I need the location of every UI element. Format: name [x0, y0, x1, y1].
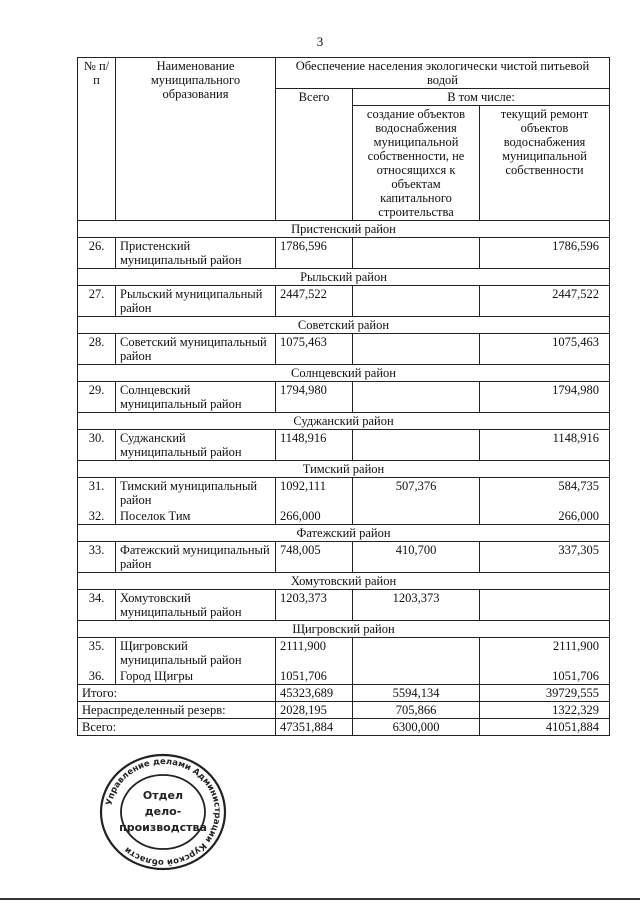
office-stamp [98, 752, 228, 872]
row-repair-value: 584,735 [558, 479, 599, 493]
table-row [78, 334, 610, 365]
row-repair-value: 266,000 [558, 509, 599, 523]
row-creation [353, 382, 480, 413]
row-creation [353, 542, 480, 573]
row-repair-value: 337,305 [558, 543, 599, 557]
table-row [78, 638, 610, 685]
row-number [78, 382, 116, 413]
row-number [78, 542, 116, 573]
row-name [116, 238, 276, 269]
section-title: Тимский район [78, 461, 610, 478]
row-total-value: 266,000 [280, 509, 321, 523]
table-row [78, 286, 610, 317]
row-total [276, 590, 353, 621]
row-number [78, 238, 116, 269]
row-creation-value [357, 383, 475, 397]
row-name [116, 334, 276, 365]
row-repair [480, 286, 610, 317]
row-total [276, 430, 353, 461]
row-total [276, 542, 353, 573]
row-total-value: 2447,522 [280, 287, 327, 301]
row-repair-value: 1075,463 [552, 335, 599, 349]
row-creation [353, 238, 480, 269]
row-creation [353, 430, 480, 461]
row-total-value: 1203,373 [280, 591, 327, 605]
row-total-value: 1786,596 [280, 239, 327, 253]
row-creation-value [357, 239, 475, 253]
header-repair: текущий ремонт объектов водоснабжения муниципальной собственности [480, 106, 610, 221]
stamp-line-2: дело- [144, 805, 182, 818]
summary-repair: 41051,884 [480, 719, 610, 736]
row-number-value: 33. [88, 543, 105, 557]
summary-row [78, 685, 610, 702]
section-row [78, 525, 610, 542]
row-repair-value: 1794,980 [552, 383, 599, 397]
document-table [77, 57, 610, 736]
row-creation-value [357, 669, 475, 683]
header-total: Всего [276, 89, 353, 221]
row-number-value: 32. [88, 509, 105, 523]
section-title: Хомутовский район [78, 573, 610, 590]
row-total-value: 1075,463 [280, 335, 327, 349]
section-row [78, 621, 610, 638]
section-title: Пристенский район [78, 221, 610, 238]
section-row [78, 269, 610, 286]
row-number-value: 31. [88, 479, 105, 493]
row-total-value: 1051,706 [280, 669, 327, 683]
summary-total: 45323,689 [276, 685, 353, 702]
row-name-value: Город Щигры [120, 669, 194, 683]
row-number [78, 286, 116, 317]
row-number-value: 36. [88, 669, 105, 683]
row-name [116, 382, 276, 413]
row-creation-value: 1203,373 [392, 591, 440, 605]
row-creation-value [357, 639, 475, 669]
row-number-value: 28. [88, 335, 105, 349]
row-name-value: Щигровский муниципальный район [120, 639, 242, 667]
header-creation: создание объектов водоснабжения муниципальной собственности, не относящихся к объектам капитального строительства [353, 106, 480, 221]
summary-repair: 39729,555 [480, 685, 610, 702]
row-total-value: 1092,111 [280, 479, 326, 493]
row-total [276, 286, 353, 317]
row-number-value: 26. [88, 239, 105, 253]
row-creation [353, 638, 480, 685]
row-creation-value [357, 335, 475, 349]
row-creation [353, 334, 480, 365]
row-creation-value [357, 431, 475, 445]
row-name-value: Тимский муниципальный район [120, 479, 258, 507]
row-repair-value [484, 591, 599, 605]
row-creation-value: 507,376 [395, 479, 437, 493]
row-number [78, 478, 116, 525]
table-row [78, 590, 610, 621]
row-repair [480, 382, 610, 413]
row-number-value: 34. [88, 591, 105, 605]
row-repair-value: 1051,706 [552, 669, 599, 683]
section-row [78, 317, 610, 334]
section-row [78, 413, 610, 430]
stamp-line-3: производства [119, 821, 207, 834]
table-row [78, 542, 610, 573]
table-header-row [78, 58, 610, 89]
section-row [78, 221, 610, 238]
table-row [78, 238, 610, 269]
stamp-ring-text: Управление делами Администрации Курской области [104, 756, 223, 868]
row-name [116, 430, 276, 461]
table-row [78, 478, 610, 525]
row-name [116, 590, 276, 621]
row-repair [480, 430, 610, 461]
page-number: 3 [316, 34, 324, 49]
row-name [116, 542, 276, 573]
row-number-value: 35. [88, 639, 105, 653]
summary-creation: 6300,000 [353, 719, 480, 736]
row-total [276, 638, 353, 685]
row-name [116, 638, 276, 685]
header-including: В том числе: [353, 89, 610, 106]
table-row [78, 430, 610, 461]
row-name-value: Суджанский муниципальный район [120, 431, 242, 459]
row-number [78, 590, 116, 621]
row-total-value: 1794,980 [280, 383, 327, 397]
section-row [78, 573, 610, 590]
row-name-value: Хомутовский муниципальный район [120, 591, 242, 619]
row-name-value: Солнцевский муниципальный район [120, 383, 242, 411]
row-total [276, 478, 353, 525]
summary-creation: 5594,134 [353, 685, 480, 702]
row-repair [480, 590, 610, 621]
row-repair [480, 638, 610, 685]
row-name-value: Фатежский муниципальный район [120, 543, 270, 571]
summary-repair: 1322,329 [480, 702, 610, 719]
row-number-value: 29. [88, 383, 105, 397]
row-repair [480, 478, 610, 525]
summary-total: 47351,884 [276, 719, 353, 736]
row-creation [353, 478, 480, 525]
row-creation [353, 286, 480, 317]
header-num: № п/п [78, 58, 116, 221]
row-repair-value: 2111,900 [553, 639, 599, 653]
row-total-value: 2111,900 [280, 639, 326, 653]
row-number-value: 30. [88, 431, 105, 445]
section-title: Рыльский район [78, 269, 610, 286]
row-repair-value: 2447,522 [552, 287, 599, 301]
row-creation-value: 410,700 [395, 543, 437, 557]
summary-row [78, 702, 610, 719]
summary-label: Нераспределенный резерв: [78, 702, 276, 719]
summary-row [78, 719, 610, 736]
summary-total: 2028,195 [276, 702, 353, 719]
row-repair-value: 1148,916 [552, 431, 599, 445]
section-title: Суджанский район [78, 413, 610, 430]
row-creation [353, 590, 480, 621]
summary-label: Всего: [78, 719, 276, 736]
row-number [78, 430, 116, 461]
row-creation-value [357, 509, 475, 523]
row-total [276, 238, 353, 269]
section-row [78, 461, 610, 478]
row-name-value: Рыльский муниципальный район [120, 287, 263, 315]
header-group: Обеспечение населения экологически чистой питьевой водой [276, 58, 610, 89]
row-repair [480, 542, 610, 573]
page-bottom-rule [0, 898, 640, 900]
section-title: Солнцевский район [78, 365, 610, 382]
row-repair [480, 238, 610, 269]
row-creation-value [357, 287, 475, 301]
row-total-value: 748,005 [280, 543, 321, 557]
table-row [78, 382, 610, 413]
row-repair [480, 334, 610, 365]
section-row [78, 365, 610, 382]
row-name-value: Советский муниципальный район [120, 335, 267, 363]
row-name-value: Поселок Тим [120, 509, 191, 523]
row-number [78, 334, 116, 365]
row-total [276, 382, 353, 413]
summary-creation: 705,866 [353, 702, 480, 719]
summary-label: Итого: [78, 685, 276, 702]
row-name [116, 478, 276, 525]
row-name [116, 286, 276, 317]
stamp-line-1: Отдел [142, 789, 184, 802]
row-total-value: 1148,916 [280, 431, 327, 445]
row-total [276, 334, 353, 365]
header-name: Наименование муниципального образования [116, 58, 276, 221]
row-number-value: 27. [88, 287, 105, 301]
row-repair-value: 1786,596 [552, 239, 599, 253]
row-number [78, 638, 116, 685]
section-title: Советский район [78, 317, 610, 334]
row-name-value: Пристенский муниципальный район [120, 239, 242, 267]
section-title: Фатежский район [78, 525, 610, 542]
section-title: Щигровский район [78, 621, 610, 638]
